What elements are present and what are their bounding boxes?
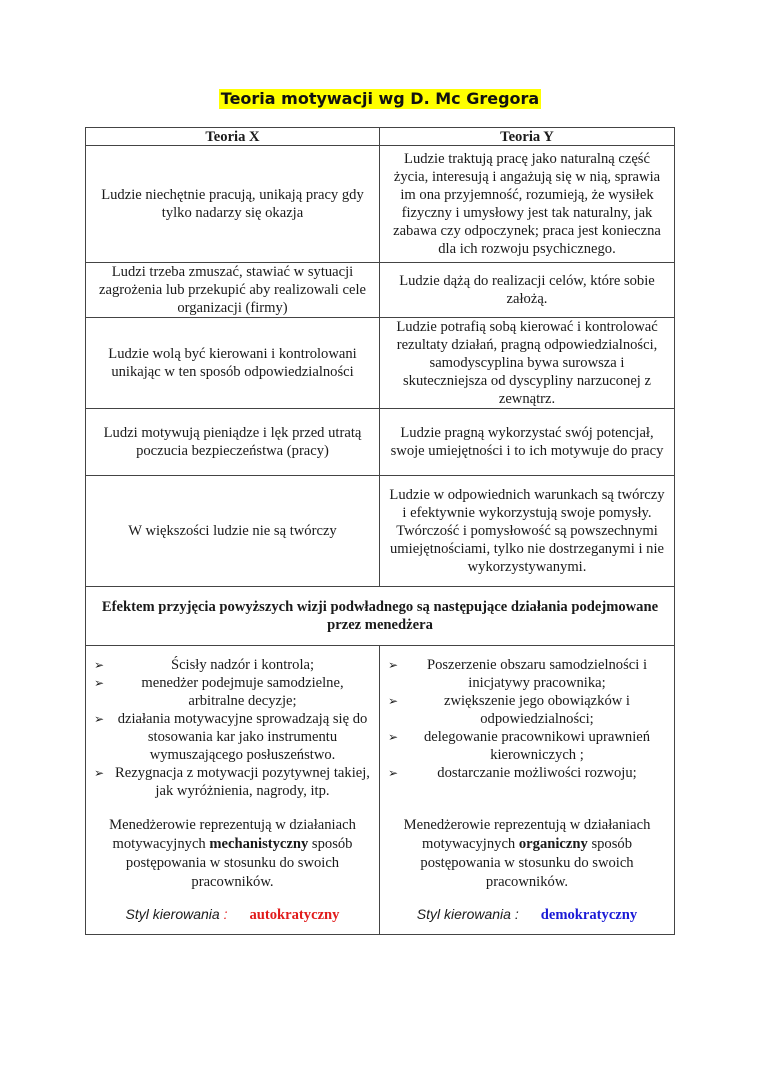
list-item: ➢ Ścisły nadzór i kontrola;: [94, 657, 315, 673]
x-management-style: Styl kierowania : autokratyczny: [125, 906, 340, 923]
arrow-bullet-icon: ➢: [94, 712, 105, 726]
style-autocratic: autokratyczny: [249, 907, 340, 923]
theory-y-cell: Ludzie dążą do realizacji celów, które sobie założą.: [380, 263, 675, 318]
list-item: ➢ menedżer podejmuje samodzielne, arbitralne decyzje;: [94, 675, 344, 709]
theory-x-cell: Ludzi trzeba zmuszać, stawiać w sytuacji zagrożenia lub przekupić aby realizowali cele organizacji (firmy): [86, 263, 380, 318]
y-management-style: Styl kierowania : demokratyczny: [416, 906, 638, 923]
arrow-bullet-icon: ➢: [388, 766, 399, 780]
approach-mechanistic: mechanistyczny: [209, 836, 309, 852]
title-wrapper: [0, 89, 760, 109]
list-item: ➢ delegowanie pracownikowi uprawnień kierowniczych ;: [388, 729, 651, 763]
list-item: ➢ Rezygnacja z motywacji pozytywnej takiej, jak wyróżnienia, nagrody, itp.: [94, 765, 370, 799]
list-item: ➢ działania motywacyjne sprowadzają się do stosowania kar jako instrumentu wymuszającego posłuszeństwo.: [94, 711, 368, 763]
header-theory-y: Teoria Y: [380, 128, 675, 146]
theory-comparison-table: [85, 127, 675, 935]
list-item: ➢ Poszerzenie obszaru samodzielności i inicjatywy pracownika;: [388, 657, 648, 691]
theory-y-cell: Ludzie potrafią sobą kierować i kontrolować rezultaty działań, pragną odpowiedzialności, samodyscyplina bywa surowsza i skuteczniejsza od dyscypliny narzuconej z zewnątrz.: [380, 318, 675, 409]
theory-x-cell: Ludzie niechętnie pracują, unikają pracy gdy tylko nadarzy się okazja: [86, 146, 380, 263]
table-row: [86, 146, 675, 263]
theory-x-cell: W większości ludzie nie są twórczy: [86, 476, 380, 587]
style-democratic: demokratyczny: [540, 907, 638, 923]
theory-y-cell: Ludzie pragną wykorzystać swój potencjał, swoje umiejętności i to ich motywuje do pracy: [380, 409, 675, 476]
arrow-bullet-icon: ➢: [94, 658, 105, 672]
theory-x-actions-cell: [86, 646, 380, 935]
theory-y-cell: Ludzie traktują pracę jako naturalną część życia, interesują i angażują się w nią, sprawia im ona przyjemność, rozumieją, że wysiłek fizyczny i umysłowy jest tak naturalny, jak zabawa czy odpoczynek; praca jest konieczna dla ich rozwoju psychicznego.: [380, 146, 675, 263]
theory-x-cell: Ludzi motywują pieniądze i lęk przed utratą poczucia bezpieczeństwa (pracy): [86, 409, 380, 476]
table-row: [86, 318, 675, 409]
y-summary: Menedżerowie reprezentują w działaniach motywacyjnych organiczny sposób postępowania w stosunku do swoich pracowników.: [403, 817, 651, 890]
document-title: Teoria motywacji wg D. Mc Gregora: [220, 89, 540, 108]
x-actions-list: [92, 656, 373, 800]
effect-heading: Efektem przyjęcia powyższych wizji podwładnego są następujące działania podejmowane przez menedżera: [86, 587, 675, 646]
arrow-bullet-icon: ➢: [94, 766, 105, 780]
approach-organic: organiczny: [518, 836, 588, 852]
arrow-bullet-icon: ➢: [94, 676, 105, 690]
effect-heading-row: [86, 587, 675, 646]
table-header-row: [86, 128, 675, 146]
table-row: [86, 476, 675, 587]
table-row: [86, 263, 675, 318]
table-row: [86, 409, 675, 476]
theory-x-cell: Ludzie wolą być kierowani i kontrolowani unikając w ten sposób odpowiedzialności: [86, 318, 380, 409]
x-summary: Menedżerowie reprezentują w działaniach motywacyjnych mechanistyczny sposób postępowania w stosunku do swoich pracowników.: [109, 817, 356, 890]
list-item: ➢ dostarczanie możliwości rozwoju;: [388, 765, 637, 781]
manager-actions-row: [86, 646, 675, 935]
arrow-bullet-icon: ➢: [388, 694, 399, 708]
header-theory-x: Teoria X: [86, 128, 380, 146]
list-item: ➢ zwiększenie jego obowiązków i odpowiedzialności;: [388, 693, 630, 727]
theory-y-actions-cell: [380, 646, 675, 935]
theory-y-cell: Ludzie w odpowiednich warunkach są twórczy i efektywnie wykorzystują swoje pomysły. Twórczość i pomysłowość są powszechnymi umiejętnościami, tylko nie dostrzeganymi i nie wykorzystywanymi.: [380, 476, 675, 587]
arrow-bullet-icon: ➢: [388, 658, 399, 672]
y-actions-list: [386, 656, 668, 782]
arrow-bullet-icon: ➢: [388, 730, 399, 744]
